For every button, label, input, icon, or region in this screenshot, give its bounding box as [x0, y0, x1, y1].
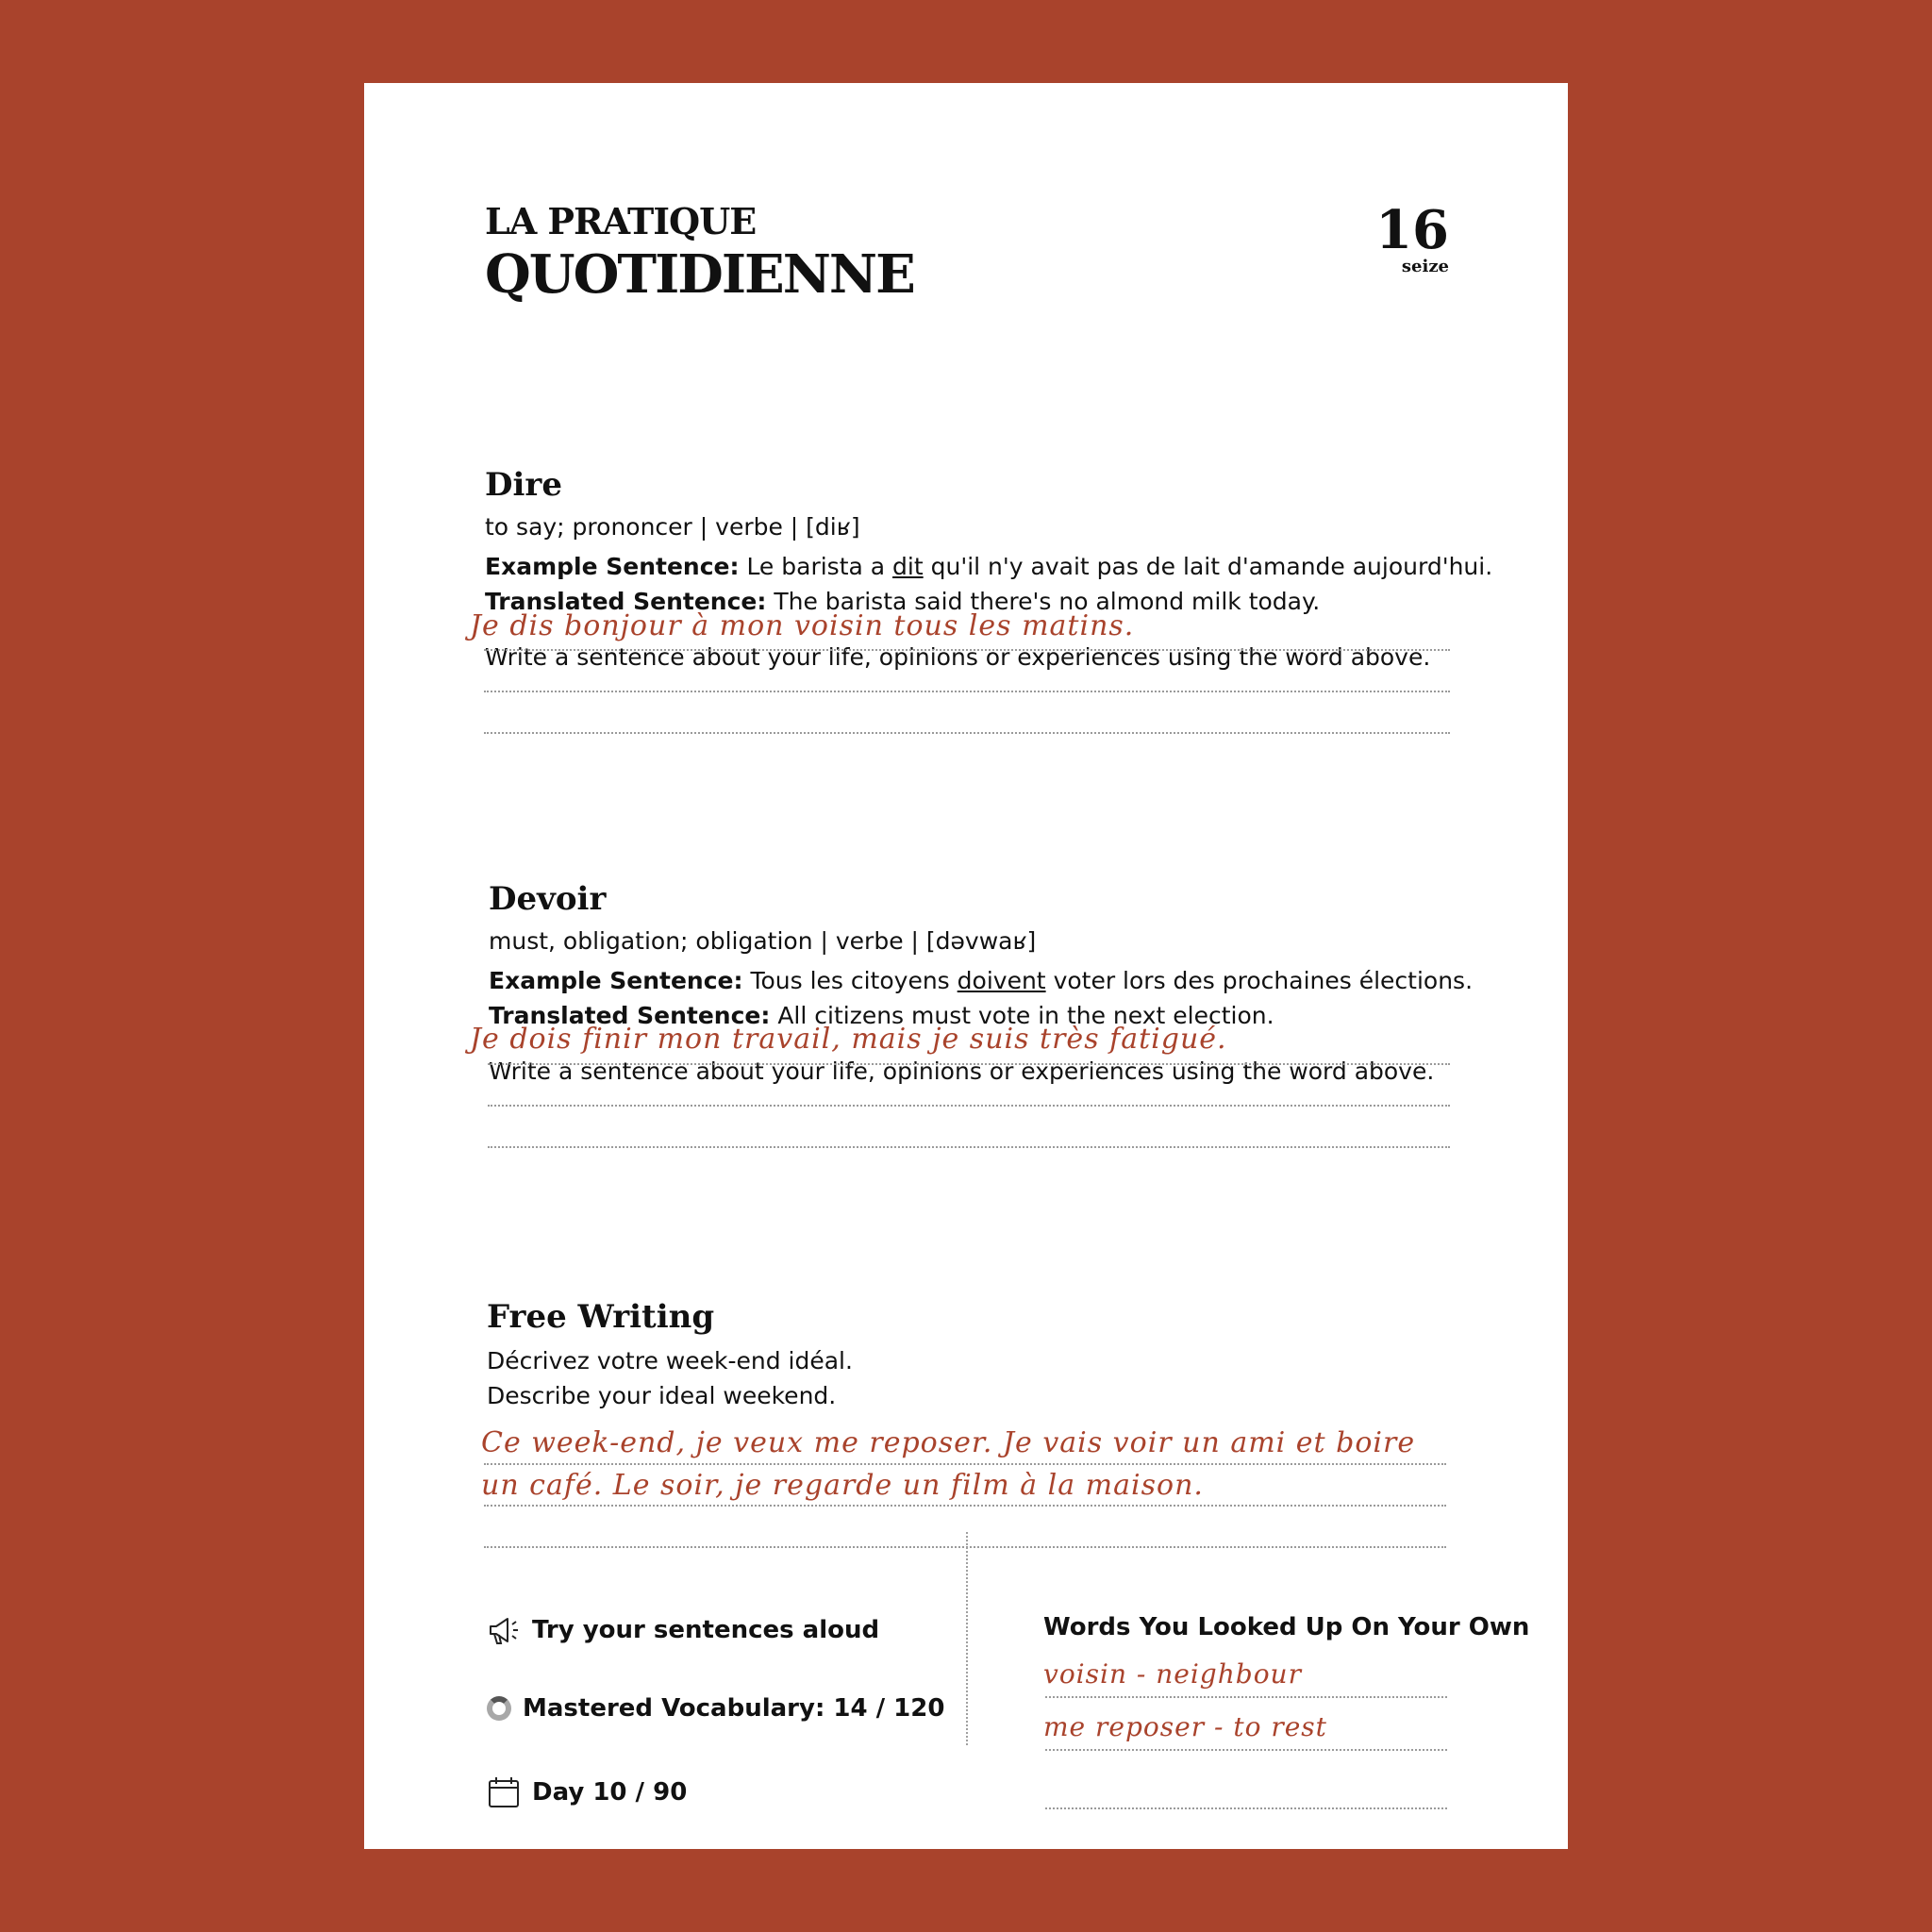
writing-prompt: Write a sentence about your life, opinions or experiences using the word above. — [485, 643, 1431, 671]
writing-line[interactable] — [1045, 1749, 1447, 1751]
vocab-meta: to say; prononcer | verbe | [diʁ] — [485, 513, 860, 541]
writing-line[interactable] — [484, 1505, 1446, 1507]
example-label: Example Sentence: — [485, 553, 740, 580]
calendar-icon — [487, 1775, 521, 1809]
translated-label: Translated Sentence: — [489, 1002, 771, 1029]
vocab-meta: must, obligation; obligation | verbe | [dəvwaʁ] — [489, 927, 1037, 955]
example-text-after: voter lors des prochaines élections. — [1053, 967, 1474, 994]
writing-line[interactable] — [484, 1463, 1446, 1465]
example-text-before: Le barista a — [746, 553, 886, 580]
page-number: 16 — [1375, 199, 1449, 261]
looked-up-word: me reposer - to rest — [1043, 1711, 1327, 1742]
example-keyword: dit — [892, 553, 924, 580]
example-text-before: Tous les citoyens — [750, 967, 950, 994]
progress-ring-icon — [487, 1696, 511, 1721]
example-keyword: doivent — [957, 967, 1046, 994]
vocab-word: Devoir — [489, 880, 607, 918]
try-aloud-row — [487, 1613, 879, 1647]
handwritten-free-writing-line2: un café. Le soir, je regarde un film à la maison. — [481, 1469, 1204, 1502]
writing-line[interactable] — [488, 1063, 1450, 1065]
translated-text: The barista said there's no almond milk today. — [774, 588, 1321, 615]
handwritten-answer: Je dois finir mon travail, mais je suis très fatigué. — [470, 1023, 1227, 1056]
writing-line[interactable] — [484, 691, 1450, 692]
footer-divider — [966, 1532, 968, 1745]
try-aloud-label: Try your sentences aloud — [532, 1616, 880, 1644]
writing-line[interactable] — [484, 732, 1450, 734]
translated-label: Translated Sentence: — [485, 588, 767, 615]
vocab-word: Dire — [485, 466, 562, 504]
writing-line[interactable] — [484, 1546, 1446, 1548]
day-counter-row — [487, 1775, 687, 1809]
example-label: Example Sentence: — [489, 967, 743, 994]
writing-prompt: Write a sentence about your life, opinions or experiences using the word above. — [489, 1058, 1435, 1085]
writing-line[interactable] — [1045, 1807, 1447, 1809]
mastered-vocabulary-label: Mastered Vocabulary: 14 / 120 — [523, 1694, 945, 1723]
writing-line[interactable] — [1045, 1696, 1447, 1698]
looked-up-words-title: Words You Looked Up On Your Own — [1043, 1613, 1530, 1641]
handwritten-answer: Je dis bonjour à mon voisin tous les matins. — [470, 609, 1135, 642]
worksheet-page — [364, 83, 1568, 1849]
megaphone-icon — [487, 1613, 521, 1647]
example-sentence — [485, 553, 1492, 580]
free-writing-prompt-en: Describe your ideal weekend. — [487, 1382, 837, 1409]
writing-line[interactable] — [484, 649, 1450, 651]
example-sentence — [489, 967, 1473, 994]
page-title-line2: QUOTIDIENNE — [485, 243, 914, 306]
writing-line[interactable] — [488, 1146, 1450, 1148]
day-counter-label: Day 10 / 90 — [532, 1778, 688, 1807]
page-number-word: seize — [1401, 257, 1449, 276]
free-writing-prompt-fr: Décrivez votre week-end idéal. — [487, 1347, 853, 1374]
translated-text: All citizens must vote in the next election. — [777, 1002, 1274, 1029]
mastered-vocabulary-row — [487, 1694, 944, 1723]
page-title-line1: LA PRATIQUE — [485, 200, 757, 242]
handwritten-free-writing-line1: Ce week-end, je veux me reposer. Je vais voir un ami et boire — [481, 1426, 1416, 1459]
writing-line[interactable] — [488, 1105, 1450, 1107]
free-writing-title: Free Writing — [487, 1298, 715, 1336]
example-text-after: qu'il n'y avait pas de lait d'amande aujourd'hui. — [930, 553, 1493, 580]
looked-up-word: voisin - neighbour — [1043, 1658, 1302, 1690]
